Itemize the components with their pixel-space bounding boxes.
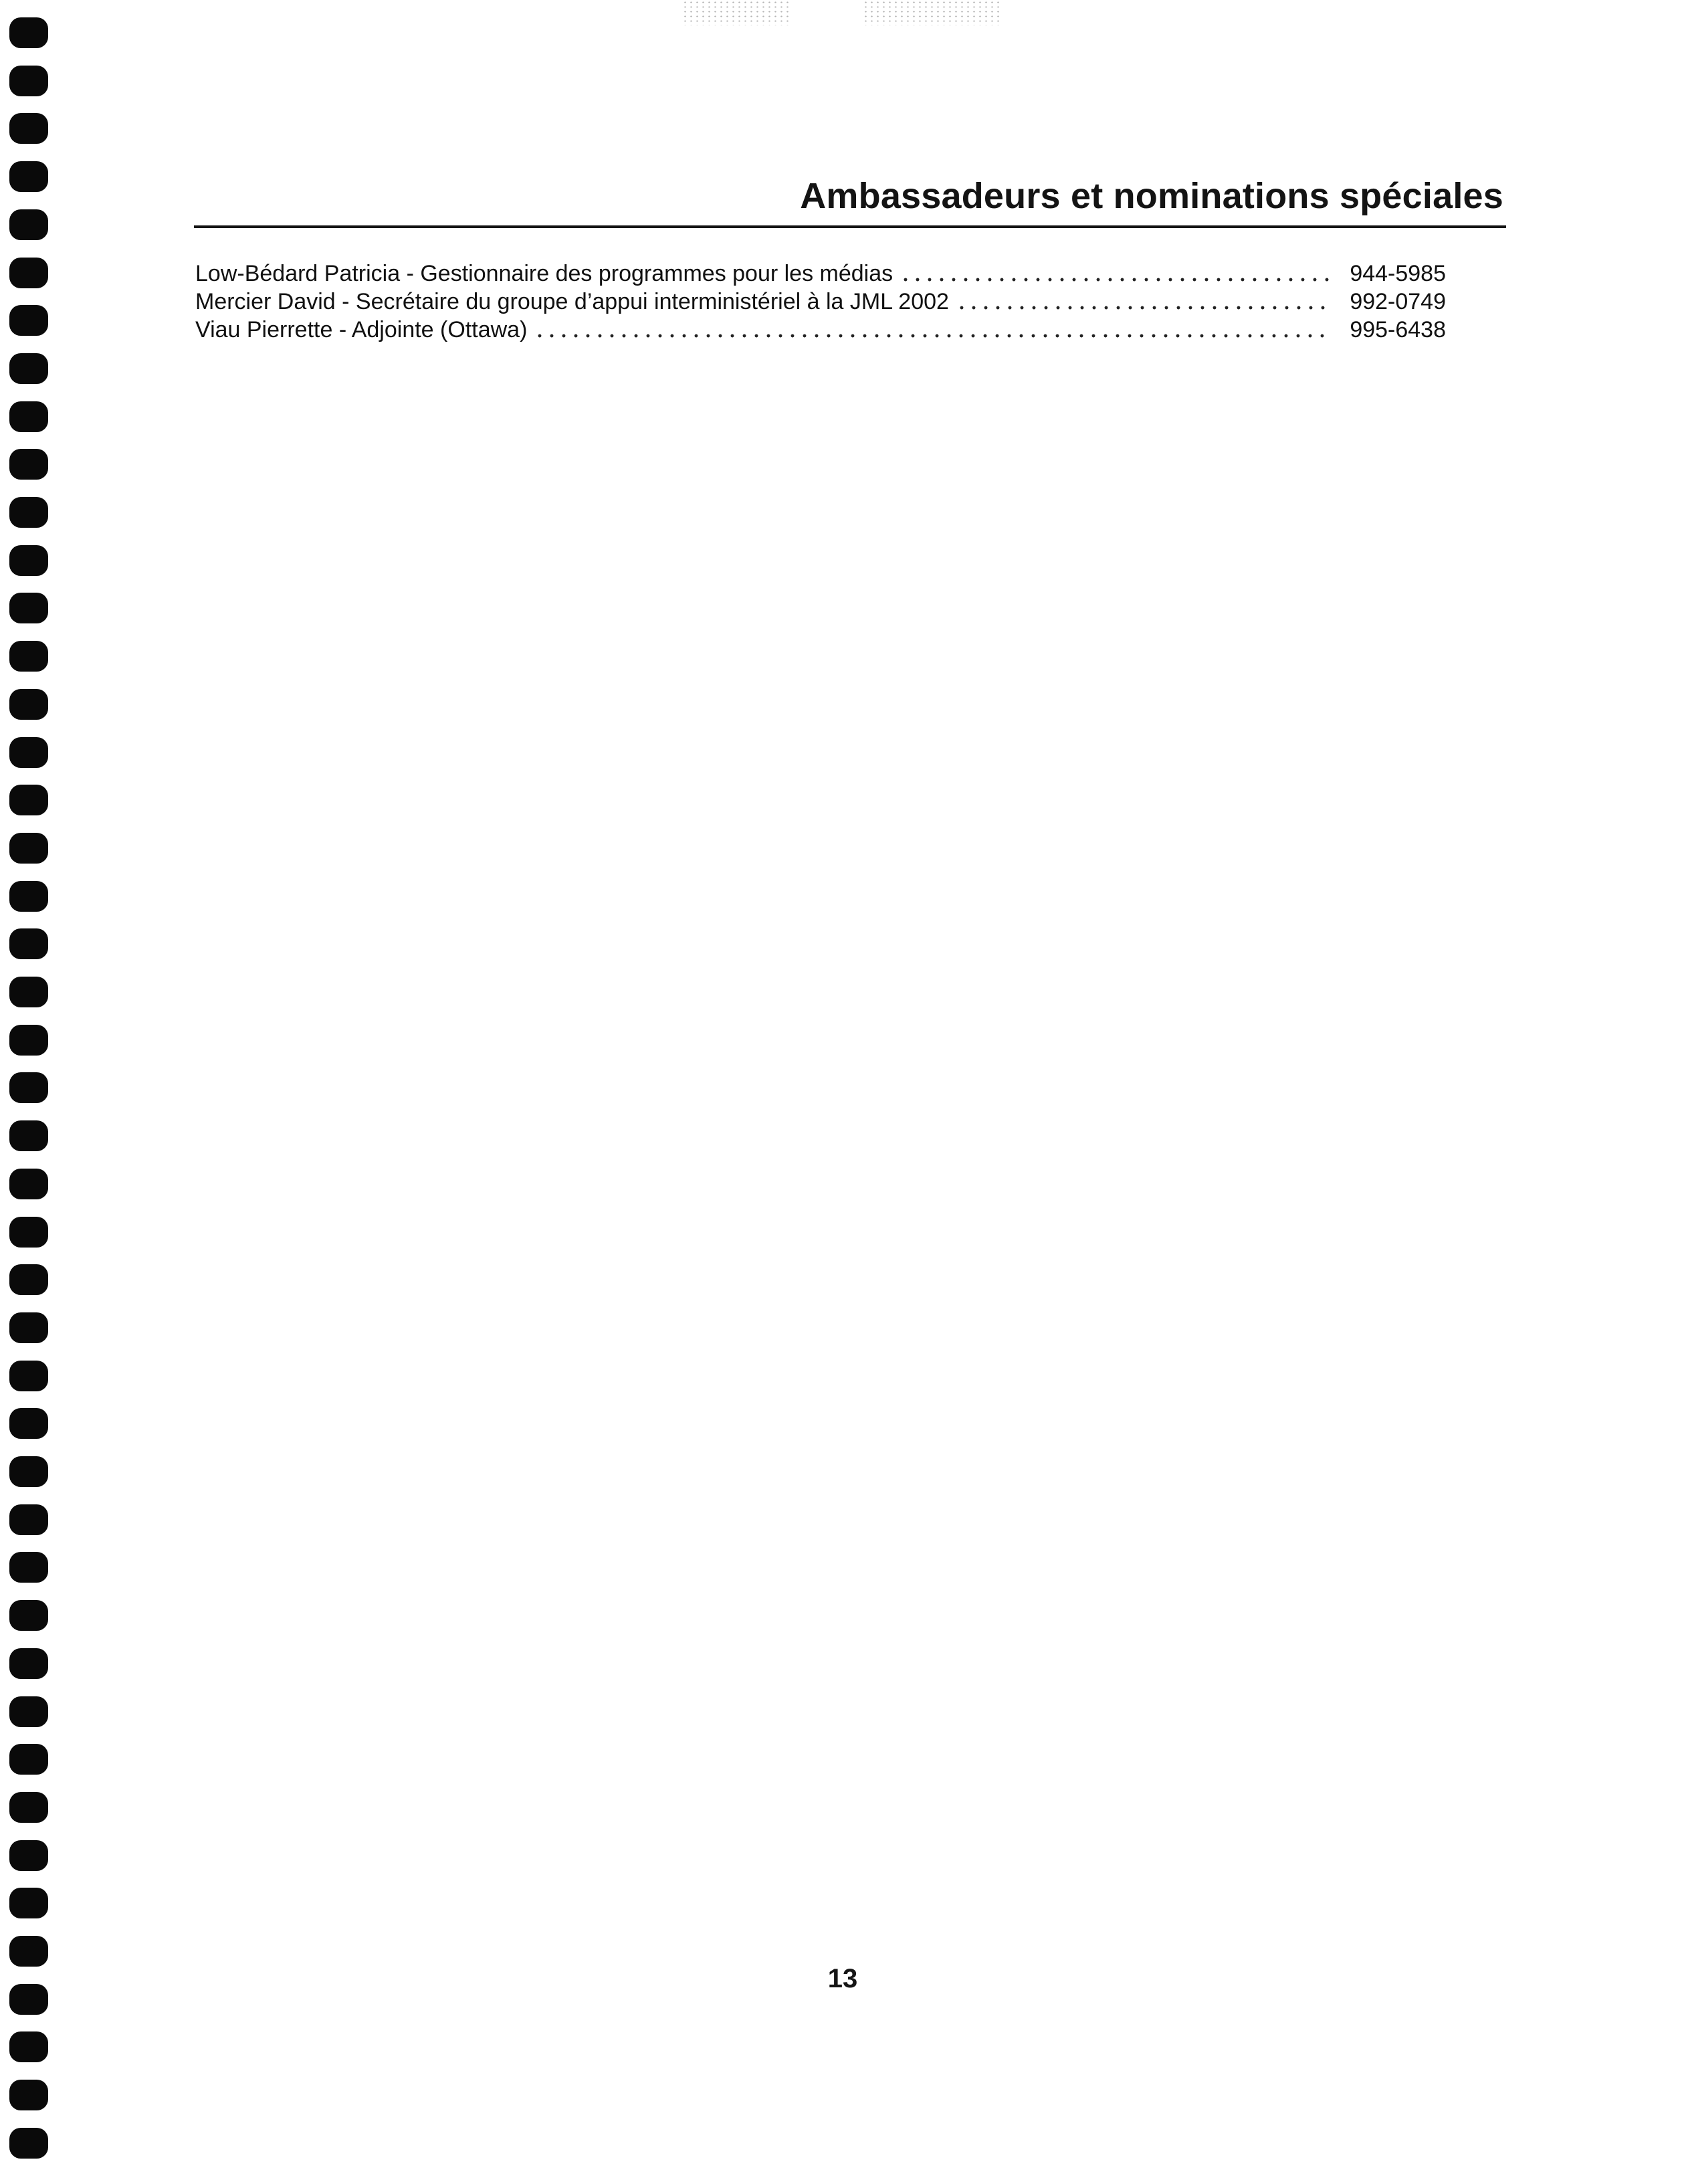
directory-entry [195,288,1446,316]
entry-phone: 995-6438 [1350,317,1446,342]
binding-hole [9,1936,48,1967]
binding-hole [9,258,48,288]
binding-hole [9,1408,48,1439]
binding-hole [9,497,48,528]
directory-entry [195,316,1446,344]
binding-hole [9,1840,48,1871]
dot-leader [534,318,1331,338]
binding-hole [9,401,48,432]
binding-hole [9,1984,48,2015]
binding-hole [9,737,48,768]
binding-hole [9,353,48,384]
binding-hole [9,2031,48,2062]
binding-hole [9,1600,48,1631]
page-title: Ambassadeurs et nominations spéciales [800,176,1503,216]
binding-hole [9,1072,48,1103]
binding-hole [9,1312,48,1343]
binding-hole [9,1361,48,1391]
entry-phone: 944-5985 [1350,261,1446,286]
binding-hole [9,928,48,959]
binding-hole [9,1696,48,1727]
binding-hole [9,977,48,1007]
binding-hole [9,66,48,96]
binding-hole [9,1264,48,1295]
binding-hole [9,1217,48,1248]
binding-hole [9,1744,48,1775]
title-rule [194,225,1506,228]
entry-name-role: Mercier David - Secrétaire du groupe d’appui interministériel à la JML 2002 [195,289,949,314]
binding-holes [9,17,51,2178]
binding-hole [9,593,48,623]
scan-artifact [682,0,789,25]
entry-phone: 992-0749 [1350,289,1446,314]
binding-hole [9,1025,48,1056]
binding-hole [9,161,48,192]
binding-hole [9,305,48,336]
binding-hole [9,1792,48,1823]
binding-hole [9,641,48,672]
page-number: 13 [827,1964,858,1993]
binding-hole [9,2128,48,2159]
directory-entry [195,260,1446,288]
binding-hole [9,1888,48,1918]
binding-hole [9,113,48,144]
binding-hole [9,785,48,815]
binding-hole [9,881,48,912]
binding-hole [9,833,48,864]
binding-hole [9,689,48,720]
binding-hole [9,1169,48,1199]
entry-name-role: Low-Bédard Patricia - Gestionnaire des programmes pour les médias [195,261,893,286]
binding-hole [9,2080,48,2110]
dot-leader [900,262,1331,282]
directory-list [195,260,1446,344]
binding-hole [9,1552,48,1583]
binding-hole [9,1120,48,1151]
binding-hole [9,17,48,48]
binding-hole [9,1648,48,1679]
binding-hole [9,1456,48,1487]
scan-artifact [863,0,1003,25]
dot-leader [956,290,1331,310]
binding-hole [9,1504,48,1535]
binding-hole [9,209,48,240]
binding-hole [9,449,48,480]
entry-name-role: Viau Pierrette - Adjointe (Ottawa) [195,317,528,342]
binding-hole [9,545,48,576]
